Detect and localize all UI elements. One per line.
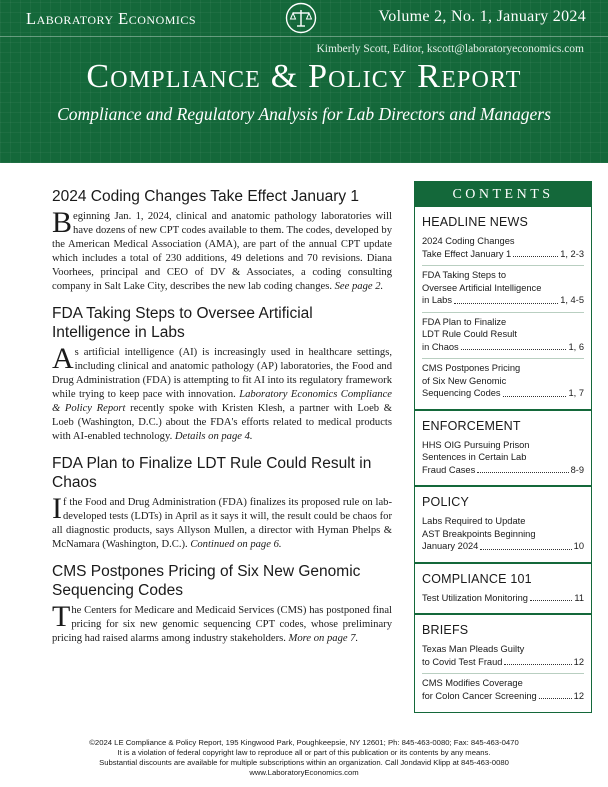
contents-entry[interactable] bbox=[422, 589, 584, 610]
contents-entry-line: of Six New Genomic bbox=[422, 375, 507, 386]
scales-of-justice-icon bbox=[285, 2, 317, 34]
report-subtitle: Compliance and Regulatory Analysis for Lab Directors and Managers bbox=[57, 104, 551, 124]
contents-entry-line: CMS Postpones Pricing bbox=[422, 363, 521, 373]
contents-entry-line: for Colon Cancer Screening bbox=[422, 690, 537, 701]
contents-box bbox=[414, 181, 592, 713]
contents-entry-line: to Covid Test Fraud bbox=[422, 656, 503, 667]
contents-entry-line: Test Utilization Monitoring bbox=[422, 592, 528, 603]
continued-link[interactable]: See page 2. bbox=[334, 281, 384, 292]
dot-leader bbox=[461, 341, 567, 351]
contents-entry-line: FDA Plan to Finalize bbox=[422, 316, 507, 327]
article-text: f the Food and Drug Administration (FDA) finalizes its proposed rule on lab-developed tests (LDTs) in April as it says it will, the result could be chaos for all diagnostic products, says Allyson Mullen, a director with Hyman Phelps & McNamara (Washington, D.C.). bbox=[52, 497, 392, 550]
contents-entry-row bbox=[422, 387, 584, 400]
dot-leader bbox=[530, 592, 572, 602]
contents-page-number: 1, 4-5 bbox=[560, 295, 584, 305]
contents-page-number: 12 bbox=[573, 690, 584, 701]
contents-entry-line: Sentences in Certain Lab bbox=[422, 452, 527, 462]
contents-entry-line: Fraud Cases bbox=[422, 464, 476, 475]
drop-cap: T bbox=[52, 600, 71, 633]
dot-leader bbox=[504, 656, 571, 666]
contents-page-number: 1, 6 bbox=[568, 341, 584, 352]
contents-entry-line: in Chaos bbox=[422, 341, 459, 352]
contents-section-title: HEADLINE NEWS bbox=[422, 215, 529, 229]
contents-section-title: POLICY bbox=[422, 495, 470, 509]
contents-sections bbox=[415, 215, 591, 711]
contents-page-number: 8-9 bbox=[570, 464, 584, 475]
contents-entry-row bbox=[422, 464, 584, 477]
contents-entry-row bbox=[422, 656, 584, 669]
contents-section bbox=[415, 623, 591, 711]
contents-page-number: 10 bbox=[573, 541, 584, 551]
dot-leader bbox=[480, 540, 571, 550]
contents-entry-line: HHS OIG Pursuing Prison bbox=[422, 439, 530, 450]
footer-copyright-notice: It is a violation of federal copyright law to reproduce all or part of this publication or its contents by any means. bbox=[117, 748, 491, 757]
article-body bbox=[52, 600, 392, 646]
masthead bbox=[0, 0, 608, 163]
contents-entry[interactable] bbox=[422, 512, 584, 558]
report-title: Compliance & Policy Report bbox=[86, 58, 522, 95]
article bbox=[52, 187, 392, 294]
article-title[interactable]: FDA Taking Steps to Oversee Artificial Intelligence in Labs bbox=[52, 305, 313, 341]
article-body bbox=[52, 206, 392, 294]
contents-entry-line: Texas Man Pleads Guilty bbox=[422, 644, 525, 654]
drop-cap: I bbox=[52, 492, 62, 525]
publication-name: Laboratory Economics bbox=[26, 9, 197, 28]
contents-section-title: BRIEFS bbox=[422, 623, 469, 637]
article-text: he Centers for Medicare and Medicaid Services (CMS) has postponed final pricing for six new genomic sequencing CPT codes, whose preliminary pricing had raised alarms among industry stakeholders. bbox=[52, 605, 392, 644]
contents-entry[interactable] bbox=[422, 359, 584, 405]
contents-entry-line: January 2024 bbox=[422, 541, 479, 551]
contents-section-title: ENFORCEMENT bbox=[422, 418, 521, 433]
contents-entry[interactable] bbox=[422, 674, 584, 707]
article-title[interactable]: FDA Plan to Finalize LDT Rule Could Result in Chaos bbox=[52, 455, 372, 491]
contents-entry-line: Take Effect January 1 bbox=[422, 248, 512, 259]
contents-entry[interactable] bbox=[422, 232, 584, 266]
article bbox=[52, 304, 392, 444]
contents-entry-line: in Labs bbox=[422, 295, 452, 305]
contents-page-number: 12 bbox=[573, 656, 584, 667]
contents-entry-line: 2024 Coding Changes bbox=[422, 236, 515, 246]
contents-section bbox=[415, 572, 591, 616]
dot-leader bbox=[539, 690, 572, 700]
article-title[interactable]: 2024 Coding Changes Take Effect January 1 bbox=[52, 188, 360, 205]
article-text: eginning Jan. 1, 2024, clinical and anatomic pathology laboratories will have dozens of new CPT codes available to them. The codes, developed by the American Medical Association (AMA), are part of the annual CPT update which includes a total of 230 additions, 49 deletions and 70 revisions. Diana Voorhees, principal and CEO of DV & Associates, a coding consulting company in Salt Lake City, describes the new lab coding changes. bbox=[52, 211, 392, 292]
dot-leader bbox=[503, 387, 567, 397]
contents-page-number: 11 bbox=[574, 592, 584, 603]
contents-entry-row bbox=[422, 248, 584, 261]
publication-reference: Laboratory Economics Compliance & Policy Report bbox=[52, 389, 392, 414]
contents-entry-line: LDT Rule Could Result bbox=[422, 329, 517, 339]
contents-entry[interactable] bbox=[422, 266, 584, 313]
article bbox=[52, 562, 392, 646]
footer bbox=[0, 738, 608, 778]
drop-cap: B bbox=[52, 206, 73, 239]
main-articles bbox=[52, 187, 392, 656]
contents-section-title: COMPLIANCE 101 bbox=[422, 571, 532, 586]
contents-entry-line: AST Breakpoints Beginning bbox=[422, 528, 536, 539]
contents-page-number: 1, 2-3 bbox=[560, 248, 584, 259]
contents-entry[interactable] bbox=[422, 313, 584, 360]
issue-info: Volume 2, No. 1, January 2024 bbox=[378, 8, 586, 25]
dot-leader bbox=[477, 464, 568, 474]
contents-entry-line: Oversee Artificial Intelligence bbox=[422, 282, 542, 293]
article-body bbox=[52, 342, 392, 444]
footer-copyright: ©2024 LE Compliance & Policy Report, 195 Kingwood Park, Poughkeepsie, NY 12601; Ph: 845-463-0080; Fax: 845-463-0470 bbox=[89, 738, 519, 747]
contents-entry[interactable] bbox=[422, 436, 584, 482]
article-text-continued: recently spoke with Kristen Klesh, a partner with Loeb & Loeb (Washington, D.C.) about the FDA's efforts related to medical products with AI-enabled technology. bbox=[52, 403, 392, 442]
drop-cap: A bbox=[52, 342, 74, 375]
article-text: s artificial intelligence (AI) is increasingly used in healthcare settings, including clinical and anatomic pathology (AP) laboratories, the Food and Drug Administration (FDA) is attempting to fit AI into its regulatory framework while trying to keep pace with innovation. bbox=[52, 347, 392, 400]
continued-link[interactable]: More on page 7. bbox=[288, 633, 359, 644]
contents-entry-line: Labs Required to Update bbox=[422, 516, 526, 526]
contents-entry-line: FDA Taking Steps to bbox=[422, 270, 507, 280]
contents-section bbox=[415, 419, 591, 488]
dot-leader bbox=[513, 248, 558, 258]
contents-entry-line: CMS Modifies Coverage bbox=[422, 678, 523, 688]
article-title[interactable]: CMS Postpones Pricing of Six New Genomic Sequencing Codes bbox=[52, 563, 361, 599]
footer-website-link[interactable]: www.LaboratoryEconomics.com bbox=[249, 768, 359, 777]
contents-entry[interactable] bbox=[422, 640, 584, 674]
contents-entry-row bbox=[422, 341, 584, 354]
continued-link[interactable]: Continued on page 6. bbox=[190, 539, 282, 550]
contents-entry-line: Sequencing Codes bbox=[422, 388, 501, 398]
continued-link[interactable]: Details on page 4. bbox=[174, 431, 253, 442]
dot-leader bbox=[454, 294, 558, 304]
contents-entry-row bbox=[422, 540, 584, 553]
contents-heading: CONTENTS bbox=[415, 182, 591, 207]
article bbox=[52, 454, 392, 552]
footer-subscription-note: Substantial discounts are available for multiple subscriptions within an organization. Call Jondavid Klipp at 845-463-0080 bbox=[99, 758, 509, 767]
contents-section bbox=[415, 495, 591, 564]
contents-page-number: 1, 7 bbox=[568, 388, 584, 398]
editor-line: Kimberly Scott, Editor, kscott@laboratoryeconomics.com bbox=[316, 43, 584, 55]
contents-entry-row bbox=[422, 690, 584, 703]
contents-section bbox=[415, 215, 591, 411]
contents-entry-row bbox=[422, 294, 584, 307]
article-body bbox=[52, 492, 392, 552]
contents-entry-row bbox=[422, 592, 584, 605]
